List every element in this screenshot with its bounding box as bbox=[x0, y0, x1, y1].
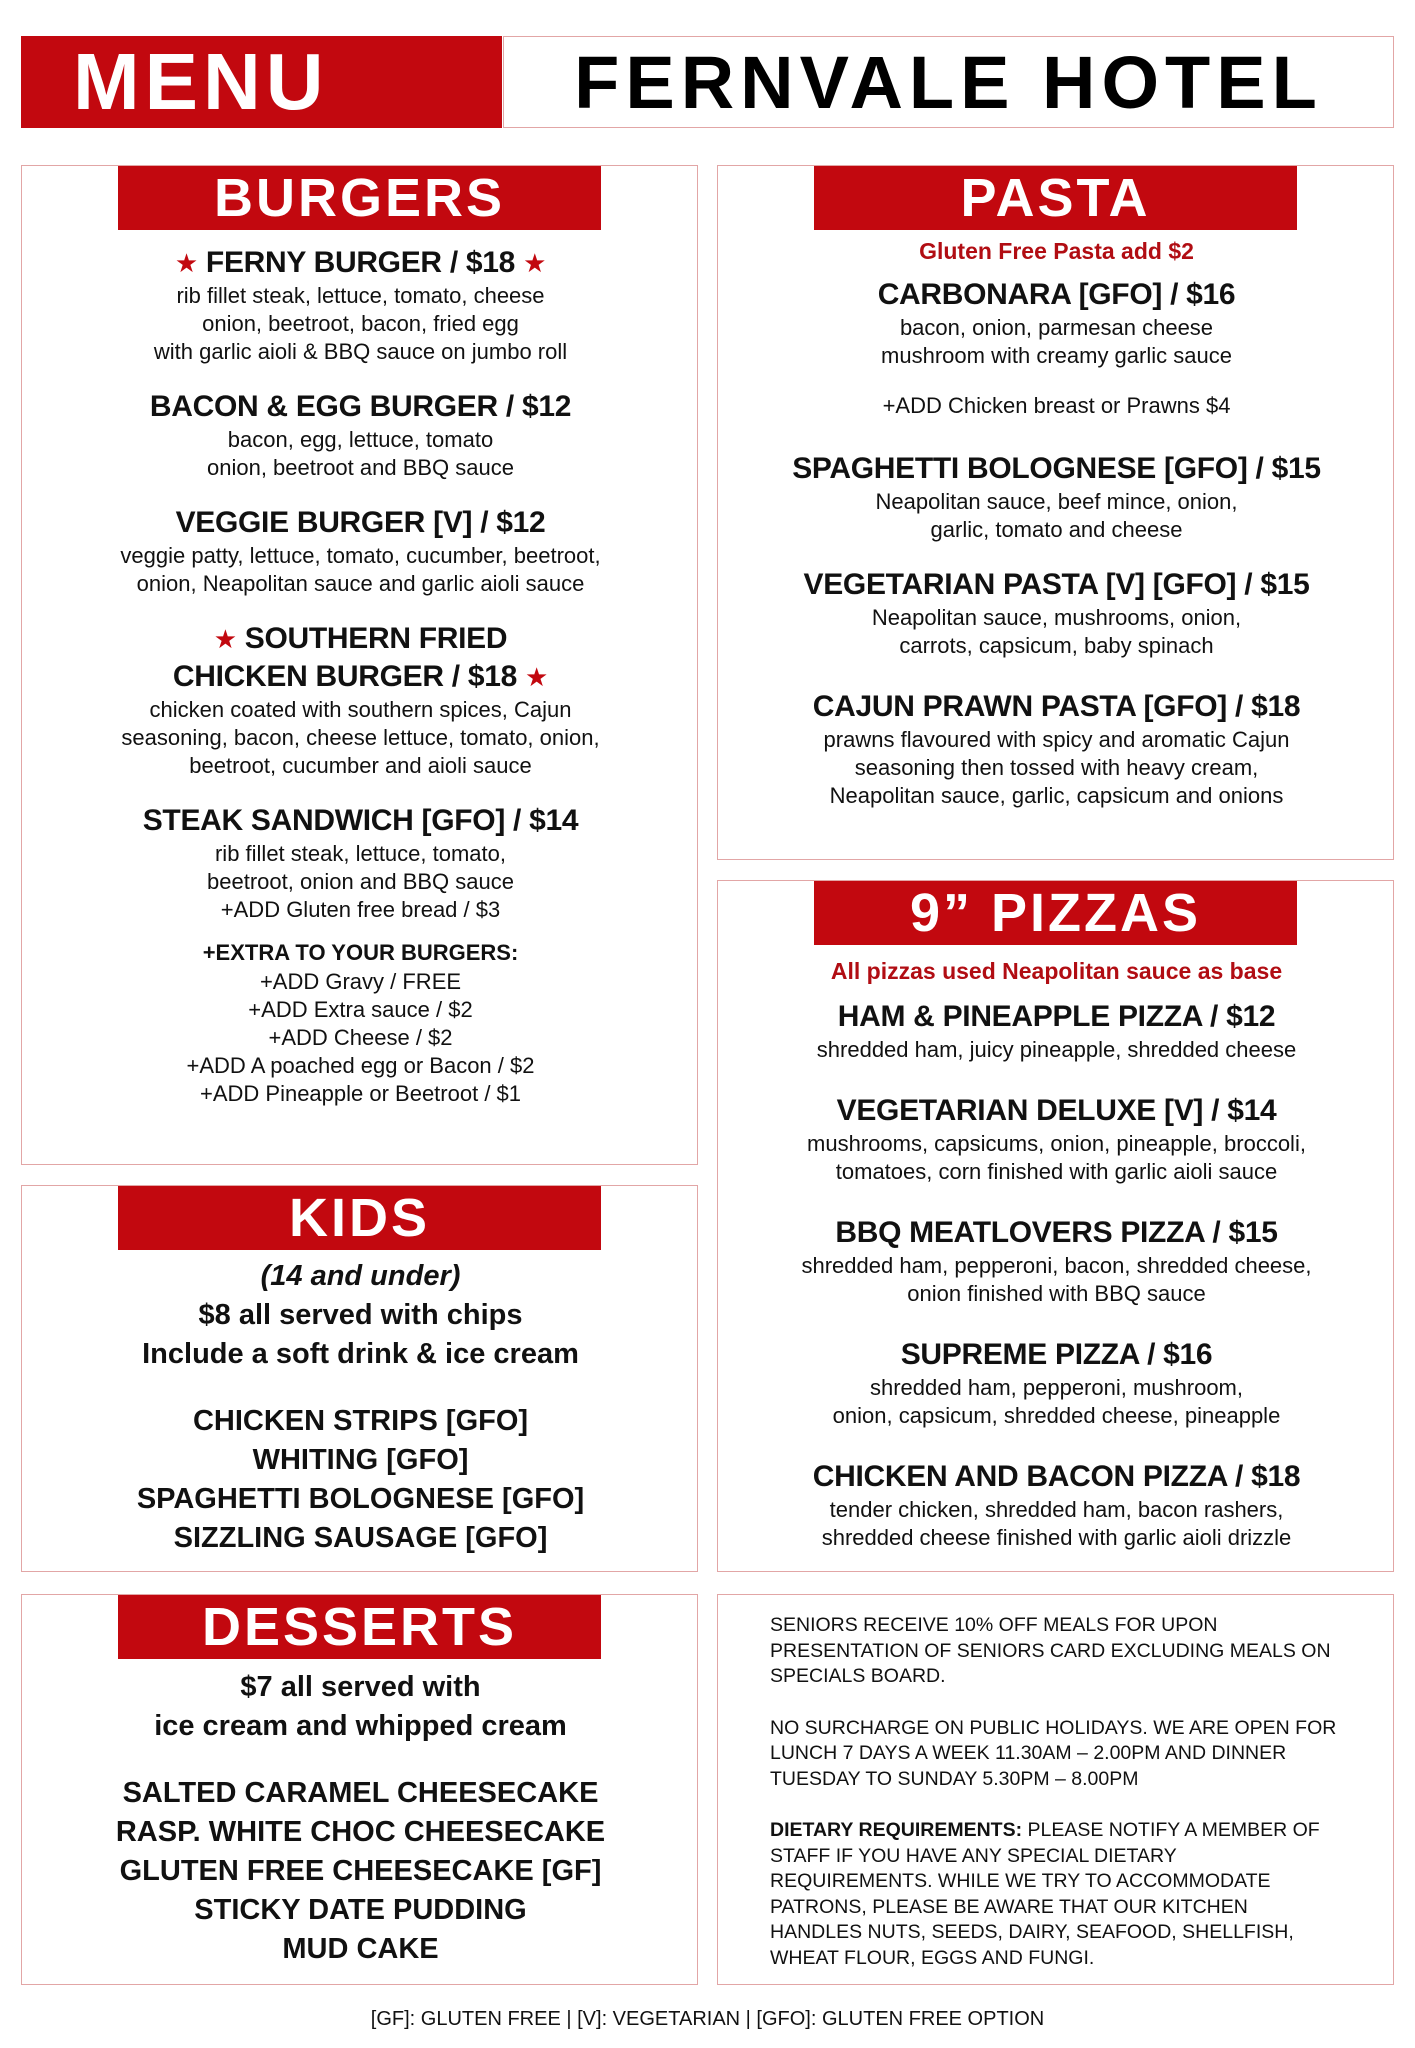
item-title: BBQ MEATLOVERS PIZZA / $15 bbox=[835, 1216, 1278, 1249]
menu-item bbox=[22, 802, 699, 924]
desserts-info-line: $7 all served with bbox=[240, 1671, 481, 1703]
extra-item: +ADD Extra sauce / $2 bbox=[248, 997, 473, 1022]
pasta-list bbox=[718, 236, 1395, 832]
extra-item: +ADD Cheese / $2 bbox=[268, 1025, 453, 1050]
item-description: mushrooms, capsicums, onion, pineapple, broccoli, tomatoes, corn finished with garlic aioli sauce bbox=[807, 1131, 1306, 1184]
item-description: Neapolitan sauce, mushrooms, onion, carrots, capsicum, baby spinach bbox=[871, 605, 1242, 658]
desserts-info-line: ice cream and whipped cream bbox=[154, 1710, 567, 1742]
kids-content bbox=[22, 1257, 699, 1558]
pizzas-panel bbox=[717, 880, 1394, 1572]
extra-item: +ADD A poached egg or Bacon / $2 bbox=[186, 1053, 535, 1078]
burger-extras bbox=[22, 938, 699, 1108]
desserts-content bbox=[22, 1668, 699, 1969]
item-title: CHICKEN AND BACON PIZZA / $18 bbox=[812, 1460, 1301, 1493]
item-title: CHICKEN BURGER / $18 bbox=[172, 660, 517, 693]
hours-notice: NO SURCHARGE ON PUBLIC HOLIDAYS. WE ARE OPEN FOR LUNCH 7 DAYS A WEEK 11.30AM – 2.00PM AND DINNER TUESDAY TO SUNDAY 5.30PM – 8.00PM bbox=[770, 1716, 1337, 1790]
menu-item bbox=[718, 688, 1395, 810]
pizzas-list bbox=[718, 956, 1395, 1574]
dietary-label: DIETARY REQUIREMENTS: bbox=[770, 1819, 1023, 1841]
burgers-list bbox=[22, 244, 699, 1108]
menu-item bbox=[718, 566, 1395, 660]
desserts-title: DESSERTS bbox=[201, 1597, 518, 1657]
item-description: prawns flavoured with spicy and aromatic Cajun seasoning then tossed with heavy cream, Neapolitan sauce, garlic, capsicum and onions bbox=[823, 727, 1290, 808]
dessert-item: SALTED CARAMEL CHEESECAKE bbox=[122, 1777, 599, 1809]
extra-item: +ADD Pineapple or Beetroot / $1 bbox=[199, 1081, 522, 1106]
dessert-item: RASP. WHITE CHOC CHEESECAKE bbox=[115, 1816, 606, 1848]
info-panel bbox=[717, 1594, 1394, 1985]
menu-item bbox=[718, 998, 1395, 1064]
item-title: STEAK SANDWICH [GFO] / $14 bbox=[142, 804, 579, 837]
item-description: veggie patty, lettuce, tomato, cucumber, beetroot, onion, Neapolitan sauce and garlic aioli sauce bbox=[120, 543, 601, 596]
menu-item bbox=[718, 1336, 1395, 1430]
item-title: HAM & PINEAPPLE PIZZA / $12 bbox=[837, 1000, 1276, 1033]
kids-info-line: Include a soft drink & ice cream bbox=[142, 1338, 579, 1370]
burgers-panel bbox=[21, 165, 698, 1165]
menu-item bbox=[22, 620, 699, 780]
pizzas-title: 9” PIZZAS bbox=[909, 883, 1202, 943]
dessert-item: MUD CAKE bbox=[282, 1933, 439, 1965]
menu-item bbox=[718, 1092, 1395, 1186]
menu-item bbox=[22, 244, 699, 366]
legend-text: [GF]: GLUTEN FREE | [V]: VEGETARIAN | [GFO]: GLUTEN FREE OPTION bbox=[370, 2008, 1045, 2030]
seniors-notice: SENIORS RECEIVE 10% OFF MEALS FOR UPON PRESENTATION OF SENIORS CARD EXCLUDING MEALS ON SPECIALS BOARD. bbox=[770, 1614, 1331, 1687]
item-description: shredded ham, pepperoni, bacon, shredded cheese, onion finished with BBQ sauce bbox=[801, 1253, 1312, 1306]
pasta-title: PASTA bbox=[960, 168, 1151, 228]
item-title: SPAGHETTI BOLOGNESE [GFO] / $15 bbox=[792, 452, 1321, 485]
item-title: VEGETARIAN PASTA [V] [GFO] / $15 bbox=[803, 568, 1310, 601]
dessert-item: GLUTEN FREE CHEESECAKE [GF] bbox=[119, 1855, 602, 1887]
star-icon: ★ bbox=[213, 624, 237, 654]
pasta-note: Gluten Free Pasta add $2 bbox=[919, 238, 1194, 264]
desserts-section-header bbox=[118, 1595, 601, 1659]
pizzas-note: All pizzas used Neapolitan sauce as base bbox=[830, 958, 1283, 984]
desserts-items bbox=[22, 1774, 699, 1969]
menu-item bbox=[718, 276, 1395, 370]
item-title: CAJUN PRAWN PASTA [GFO] / $18 bbox=[812, 690, 1301, 723]
item-title: SOUTHERN FRIED bbox=[244, 622, 508, 655]
menu-label bbox=[21, 36, 502, 128]
item-description: tender chicken, shredded ham, bacon rashers, shredded cheese finished with garlic aioli drizzle bbox=[821, 1497, 1292, 1550]
item-description: Neapolitan sauce, beef mince, onion, garlic, tomato and cheese bbox=[875, 489, 1238, 542]
kids-panel bbox=[21, 1185, 698, 1572]
burgers-title: BURGERS bbox=[213, 168, 506, 228]
pasta-panel bbox=[717, 165, 1394, 860]
menu-item bbox=[718, 1214, 1395, 1308]
menu-item bbox=[22, 388, 699, 482]
dietary-text: PLEASE NOTIFY A MEMBER OF STAFF IF YOU HAVE ANY SPECIAL DIETARY REQUIREMENTS. WHILE WE TRY TO ACCOMMODATE PATRONS, PLEASE BE AWARE THAT OUR KITCHEN HANDLES NUTS, SEEDS, DAIRY, SEAFOOD, SHELLFISH, WHEAT FLOUR, EGGS AND FUNGI. bbox=[770, 1819, 1320, 1969]
kids-item: SPAGHETTI BOLOGNESE [GFO] bbox=[136, 1483, 585, 1515]
menu-item bbox=[718, 1458, 1395, 1552]
star-icon: ★ bbox=[525, 662, 549, 692]
kids-items bbox=[22, 1402, 699, 1558]
kids-info-line: $8 all served with chips bbox=[198, 1299, 523, 1331]
star-icon: ★ bbox=[174, 248, 198, 278]
dessert-item: STICKY DATE PUDDING bbox=[194, 1894, 527, 1926]
addon-text: +ADD Chicken breast or Prawns $4 bbox=[882, 393, 1231, 418]
item-title: VEGETARIAN DELUXE [V] / $14 bbox=[836, 1094, 1277, 1127]
item-description: rib fillet steak, lettuce, tomato, beetroot, onion and BBQ sauce +ADD Gluten free bread / $3 bbox=[207, 841, 514, 922]
item-description: shredded ham, juicy pineapple, shredded cheese bbox=[816, 1037, 1297, 1062]
item-title: BACON & EGG BURGER / $12 bbox=[149, 390, 572, 423]
extra-item: +ADD Gravy / FREE bbox=[259, 969, 462, 994]
kids-item: CHICKEN STRIPS [GFO] bbox=[192, 1405, 529, 1437]
star-icon: ★ bbox=[523, 248, 547, 278]
item-title: FERNY BURGER / $18 bbox=[205, 246, 516, 279]
desserts-panel bbox=[21, 1594, 698, 1985]
hotel-name-box bbox=[503, 36, 1394, 128]
pizzas-section-header bbox=[814, 881, 1297, 945]
menu-item bbox=[22, 504, 699, 598]
item-title: CARBONARA [GFO] / $16 bbox=[877, 278, 1236, 311]
kids-item: WHITING [GFO] bbox=[252, 1444, 469, 1476]
kids-section-header bbox=[118, 1186, 601, 1250]
item-description: chicken coated with southern spices, Cajun seasoning, bacon, cheese lettuce, tomato, onion, beetroot, cucumber and aioli sauce bbox=[121, 697, 600, 778]
extras-list bbox=[22, 968, 699, 1108]
menu-item bbox=[718, 450, 1395, 544]
item-description: bacon, onion, parmesan cheese mushroom with creamy garlic sauce bbox=[881, 315, 1232, 368]
pasta-section-header bbox=[814, 166, 1297, 230]
kids-item: SIZZLING SAUSAGE [GFO] bbox=[173, 1522, 548, 1554]
menu-label-text: MENU bbox=[73, 37, 329, 126]
item-description: shredded ham, pepperoni, mushroom, onion, capsicum, shredded cheese, pineapple bbox=[832, 1375, 1281, 1428]
hotel-name: FERNVALE HOTEL bbox=[574, 40, 1323, 124]
item-description: rib fillet steak, lettuce, tomato, cheese onion, beetroot, bacon, fried egg with garlic aioli & BBQ sauce on jumbo roll bbox=[153, 283, 568, 364]
item-title: SUPREME PIZZA / $16 bbox=[900, 1338, 1213, 1371]
item-description: bacon, egg, lettuce, tomato onion, beetroot and BBQ sauce bbox=[207, 427, 514, 480]
item-title: VEGGIE BURGER [V] / $12 bbox=[175, 506, 546, 539]
pasta-addon bbox=[718, 392, 1395, 420]
dietary-notice bbox=[770, 1818, 1343, 1971]
legend-footer bbox=[0, 2008, 1415, 2031]
extras-title: +EXTRA TO YOUR BURGERS: bbox=[202, 940, 519, 965]
kids-title: KIDS bbox=[288, 1188, 430, 1248]
kids-age-note: (14 and under) bbox=[260, 1260, 461, 1292]
burgers-section-header bbox=[118, 166, 601, 230]
